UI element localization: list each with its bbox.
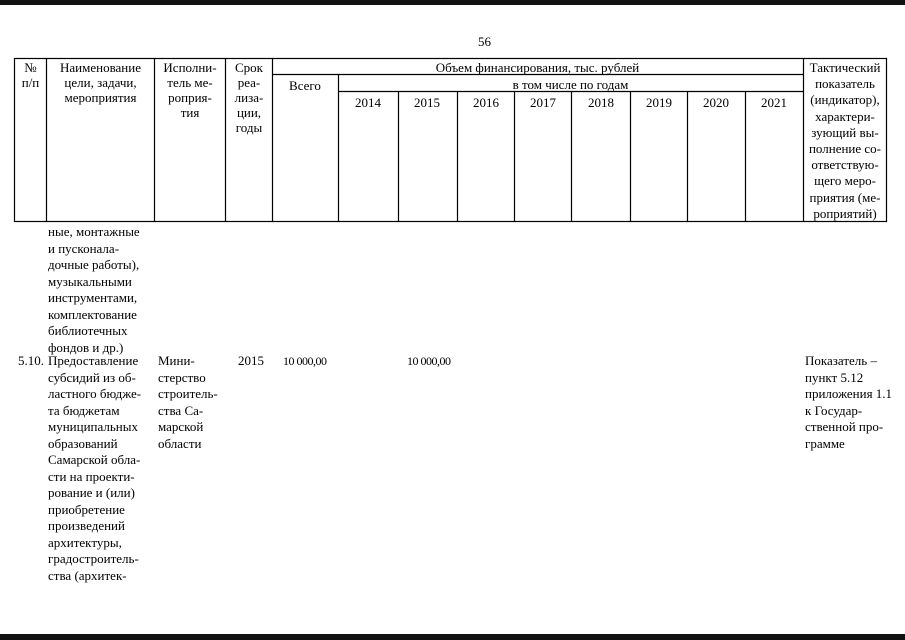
header-executor: Исполни- тель ме- роприя- тия	[163, 60, 217, 120]
header-by-years: в том числе по годам	[512, 77, 629, 92]
row-term: 2015	[238, 353, 264, 368]
header-year-2019: 2019	[646, 95, 672, 110]
header-total: Всего	[289, 78, 321, 93]
header-year-2021: 2021	[761, 95, 787, 110]
page-number: 56	[478, 34, 491, 49]
continued-row-text: ные, монтажные и пусконала- дочные работы), музыкальными инструментами, комплектование библиотечных фондов и др.)	[48, 224, 140, 355]
row-number: 5.10.	[18, 353, 44, 368]
row-name: Предоставление субсидий из об- ластного бюдже- та бюджетам муниципальных образований Самарской обла- сти на проекти- рование и (или) приобретение произведений архитектуры, градостроитель- ства (архитек-	[48, 353, 142, 583]
header-year-2015: 2015	[414, 95, 440, 110]
row-total: 10 000,00	[283, 354, 327, 368]
row-executor: Мини- стерство строитель- ства Са- марской области	[158, 353, 218, 451]
header-name: Наименование цели, задачи, мероприятия	[60, 60, 141, 105]
row-indicator: Показатель – пункт 5.12 приложения 1.1 к Государ- ственной про- грамме	[805, 353, 893, 451]
header-financing: Объем финансирования, тыс. рублей	[435, 60, 640, 75]
header-year-2014: 2014	[355, 95, 381, 110]
header-indicator: Тактический показатель (индикатор), характери- зующий вы- полнение со- ответствую- щего меро- приятия (ме- роприятий)	[808, 60, 882, 221]
header-year-2016: 2016	[473, 95, 499, 110]
header-year-2020: 2020	[703, 95, 729, 110]
row-2015: 10 000,00	[407, 354, 451, 368]
header-year-2017: 2017	[530, 95, 556, 110]
header-year-2018: 2018	[588, 95, 614, 110]
header-no: № п/п	[21, 60, 40, 90]
header-term: Срок реа- лиза- ции, годы	[234, 60, 264, 135]
